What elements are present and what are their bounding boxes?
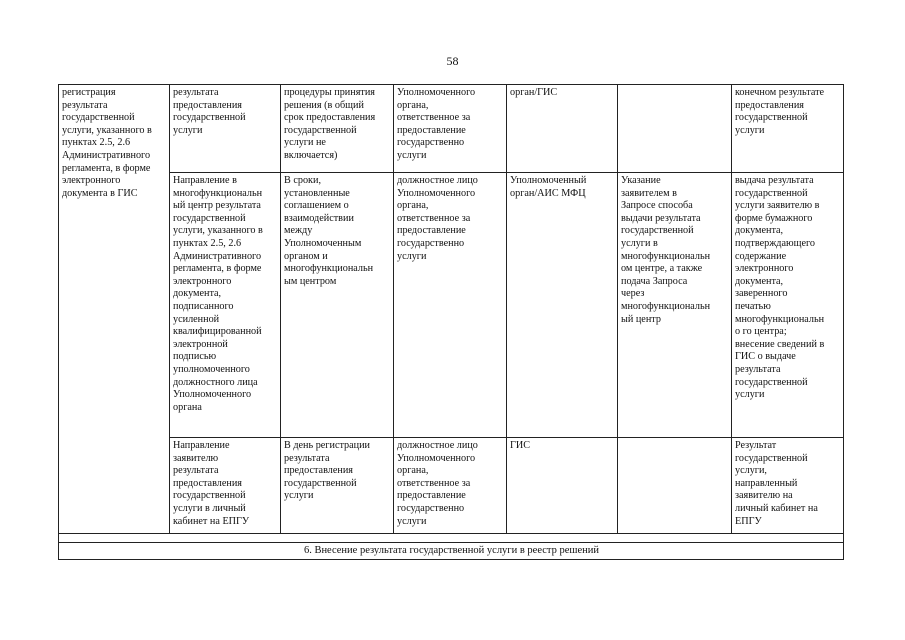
section-title: 6. Внесение результата государственной услуги в реестр решений	[59, 543, 844, 560]
deadline-cell: процедуры принятия решения (в общий срок предоставления государственной услуги не включается)	[281, 85, 394, 173]
responsible-cell: должностное лицо Уполномоченного органа, ответственное за предоставление государственно услуги	[394, 438, 507, 534]
procedure-name-cell: регистрация результата государственной услуги, указанного в пунктах 2.5, 2.6 Административного регламента, в форме электронного документа в ГИС	[59, 85, 170, 534]
system-cell: ГИС	[507, 438, 618, 534]
page-number: 58	[446, 54, 459, 68]
system-cell: орган/ГИС	[507, 85, 618, 173]
action-cell: результата предоставления государственной услуги	[170, 85, 281, 173]
table-spacer	[59, 534, 844, 543]
deadline-cell: В сроки, установленные соглашением о взаимодействии между Уполномоченным органом и многофункциональн ым центром	[281, 173, 394, 438]
table-row	[59, 85, 844, 173]
criteria-cell	[618, 85, 732, 173]
action-cell: Направление в многофункциональн ый центр результата государственной услуги, указанного в пунктах 2.5, 2.6 Административного регламента, в форме электронного документа, подписанного усиленной квалифицированной электронной подписью уполномоченного должностного лица Уполномоченного органа	[170, 173, 281, 438]
result-cell: Результат государственной услуги, направленный заявителю на личный кабинет на ЕПГУ	[732, 438, 844, 534]
action-cell: Направление заявителю результата предоставления государственной услуги в личный кабинет на ЕПГУ	[170, 438, 281, 534]
section-row	[59, 543, 844, 560]
procedure-table	[58, 84, 844, 560]
criteria-cell	[618, 438, 732, 534]
result-cell: конечном результате предоставления государственной услуги	[732, 85, 844, 173]
system-cell: Уполномоченный орган/АИС МФЦ	[507, 173, 618, 438]
table-row	[59, 438, 844, 534]
table-row	[59, 173, 844, 438]
responsible-cell: Уполномоченного органа, ответственное за предоставление государственно услуги	[394, 85, 507, 173]
result-cell: выдача результата государственной услуги заявителю в форме бумажного документа, подтверждающего содержание электронного документа, заверенного печатью многофункциональн о го центра; внесение сведений в ГИС о выдаче результата государственной услуги	[732, 173, 844, 438]
deadline-cell: В день регистрации результата предоставления государственной услуги	[281, 438, 394, 534]
responsible-cell: должностное лицо Уполномоченного органа, ответственное за предоставление государственно услуги	[394, 173, 507, 438]
criteria-cell: Указание заявителем в Запросе способа выдачи результата государственной услуги в многофункциональн ом центре, а также подача Запроса через многофункциональн ый центр	[618, 173, 732, 438]
